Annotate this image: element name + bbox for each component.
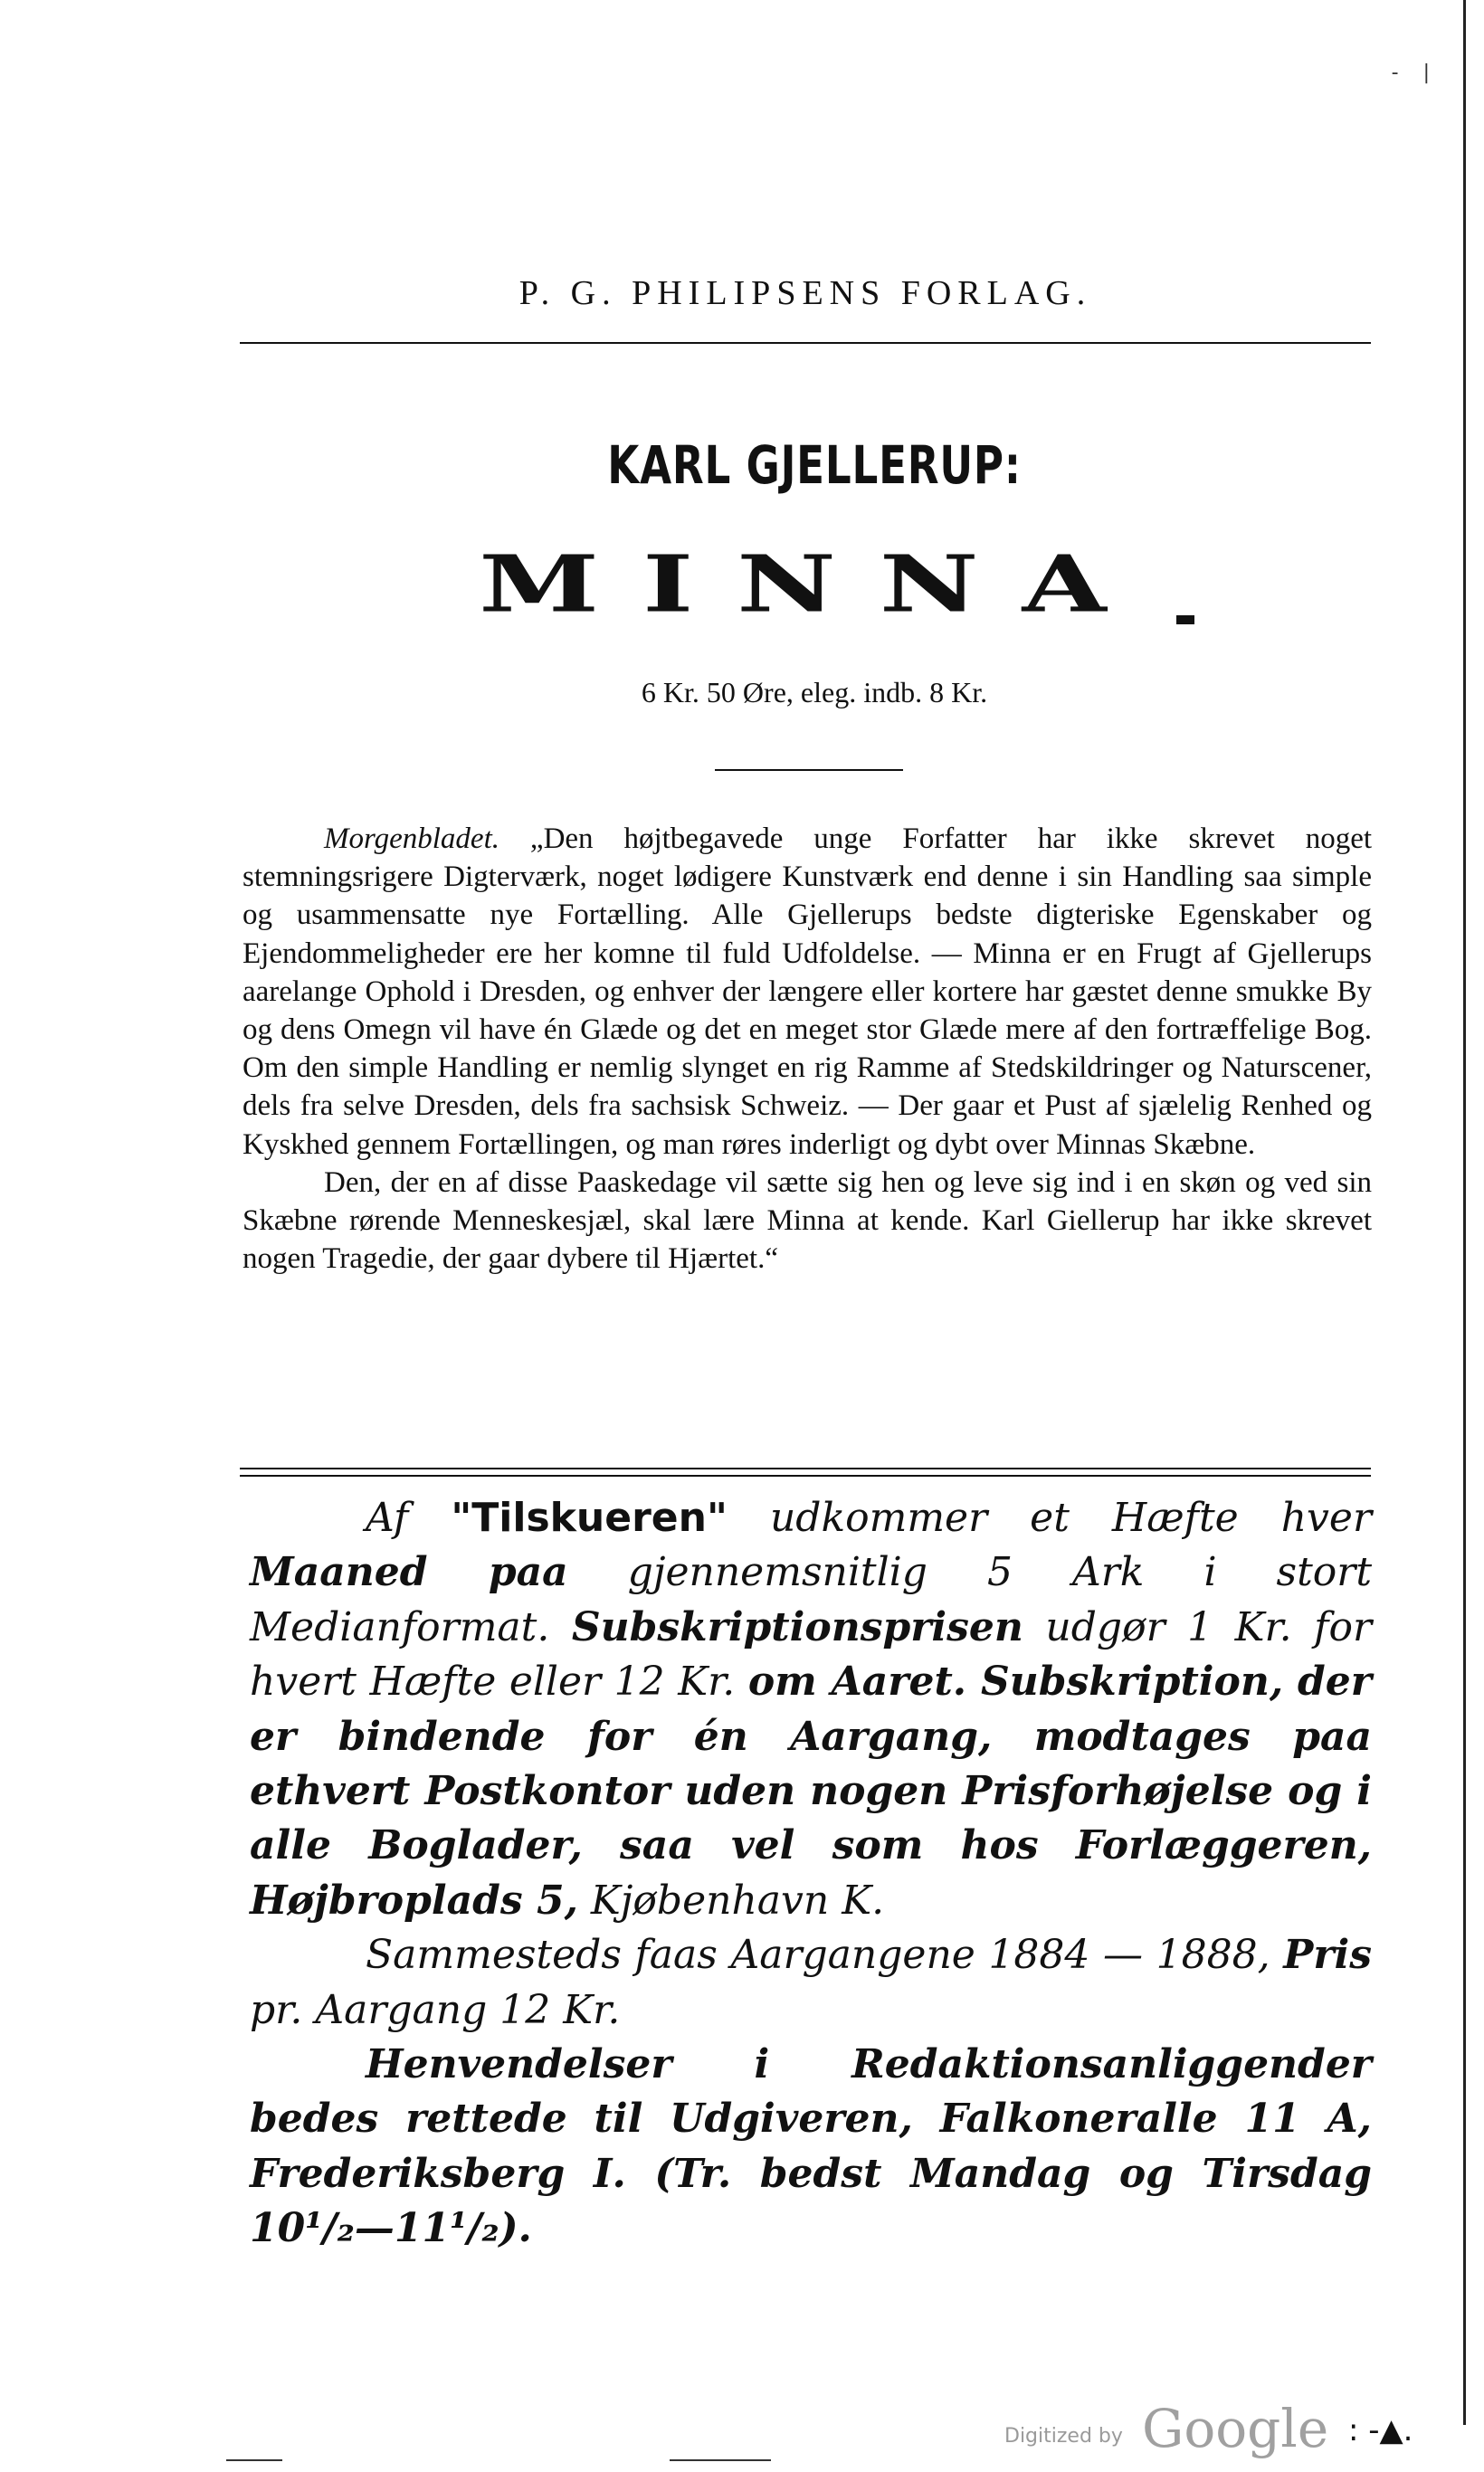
notice-price: pr. Aargang 12 Kr.	[250, 1986, 621, 2033]
rule-line-2	[240, 1475, 1371, 1477]
review-text	[243, 820, 1372, 1278]
notice-bold-b: Subskriptionsprisen	[571, 1603, 1023, 1650]
review-quote-1: „Den højtbegavede unge Forfatter har ikke skrevet noget stemningsrigere Digterværk, noget lødigere Kunstværk end denne i sin Handling saa simple og usammensatte nye Fortælling. Alle Gjellerups bedste digteriske Egenskaber og Ejendommeligheder ere her komne til fuld Udfoldelse. — Minna er en Frugt af Gjellerups aarelange Ophold i Dresden, og enhver der længere eller kortere har gæstet denne smukke By og dens Omegn vil have én Glæde og det en meget stor Glæde mere af den fortræffelige Bog. Om den simple Handling er nemlig slynget en rig Ramme af Stedskildringer og Naturscener, dels fra selve Dresden, dels fra sachsisk Schweiz. — Der gaar et Pust af sjælelig Renhed og Kyskhed gennem Fortællingen, og man røres inderligt og dybt over Minnas Skæbne.	[243, 822, 1373, 1161]
double-rule	[240, 1468, 1371, 1477]
notice-prefix: Af	[366, 1495, 409, 1541]
magazine-name: "Tilskueren"	[451, 1495, 728, 1541]
subscription-notice	[250, 1491, 1372, 2257]
notice-price-label: Pris	[1283, 1932, 1372, 1979]
price-line: 6 Kr. 50 Øre, eleg. indb. 8 Kr.	[641, 676, 988, 708]
book-title: MINNA	[479, 538, 1150, 631]
notice-text-c: udgør 1 Kr. for hvert Hæfte eller 12 Kr.	[250, 1603, 1372, 1706]
corner-mark: - |	[1391, 62, 1439, 84]
page-edge-line	[1463, 0, 1466, 2425]
title-period	[1176, 615, 1194, 624]
notice-bold-a: Maaned paa	[250, 1549, 568, 1596]
review-source: Morgenbladet.	[324, 822, 499, 855]
footer-dash-center	[670, 2459, 771, 2461]
publisher-heading: P. G. PHILIPSENS FORLAG.	[518, 274, 1092, 312]
author-heading: KARL GJELLERUP:	[607, 434, 1022, 496]
digitized-by-label: Digitized by	[1004, 2425, 1123, 2448]
notice-text-b: gjennemsnitlig 5 Ark i stort Medianformat.	[250, 1549, 1373, 1650]
google-watermark: Google	[1142, 2398, 1329, 2459]
notice-bold-c: om Aaret. Subskription, der er bindende for én Aargang, modtages paa ethvert Postkontor uden nogen Prisforhøjelse og i alle Boglader, saa vel som hos Forlæggeren,	[250, 1659, 1372, 1869]
ornament-icon: : -▲.	[1348, 2412, 1413, 2448]
notice-text-a: udkommer et Hæfte hver	[769, 1495, 1372, 1541]
review-paragraph-1	[243, 820, 1372, 1164]
notice-paragraph-3: Henvendelser i Redaktionsanliggender bedes rettede til Udgiveren, Falkoneralle 11 A, Frederiksberg I. (Tr. bedst Mandag og Tirsdag 10¹/₂—11¹/₂).	[250, 2041, 1372, 2252]
review-paragraph-2: Den, der en af disse Paaskedage vil sætte sig hen og leve sig ind i en skøn og ved sin Skæbne rørende Menneskesjæl, skal lære Minna at kende. Karl Giellerup har ikke skrevet nogen Tragedie, der gaar dybere til Hjærtet.“	[243, 1165, 1372, 1276]
notice-years: Sammesteds faas Aargangene 1884 — 1888,	[366, 1932, 1270, 1979]
notice-address: Højbroplads 5,	[250, 1877, 578, 1924]
notice-city: Kjøbenhavn K.	[590, 1877, 885, 1924]
notice-paragraph-1	[250, 1491, 1372, 1928]
rule-line-1	[240, 1468, 1371, 1469]
section-divider	[715, 769, 903, 771]
header-rule	[240, 342, 1371, 344]
footer-dash-left	[226, 2459, 282, 2461]
notice-paragraph-2	[250, 1928, 1372, 2038]
